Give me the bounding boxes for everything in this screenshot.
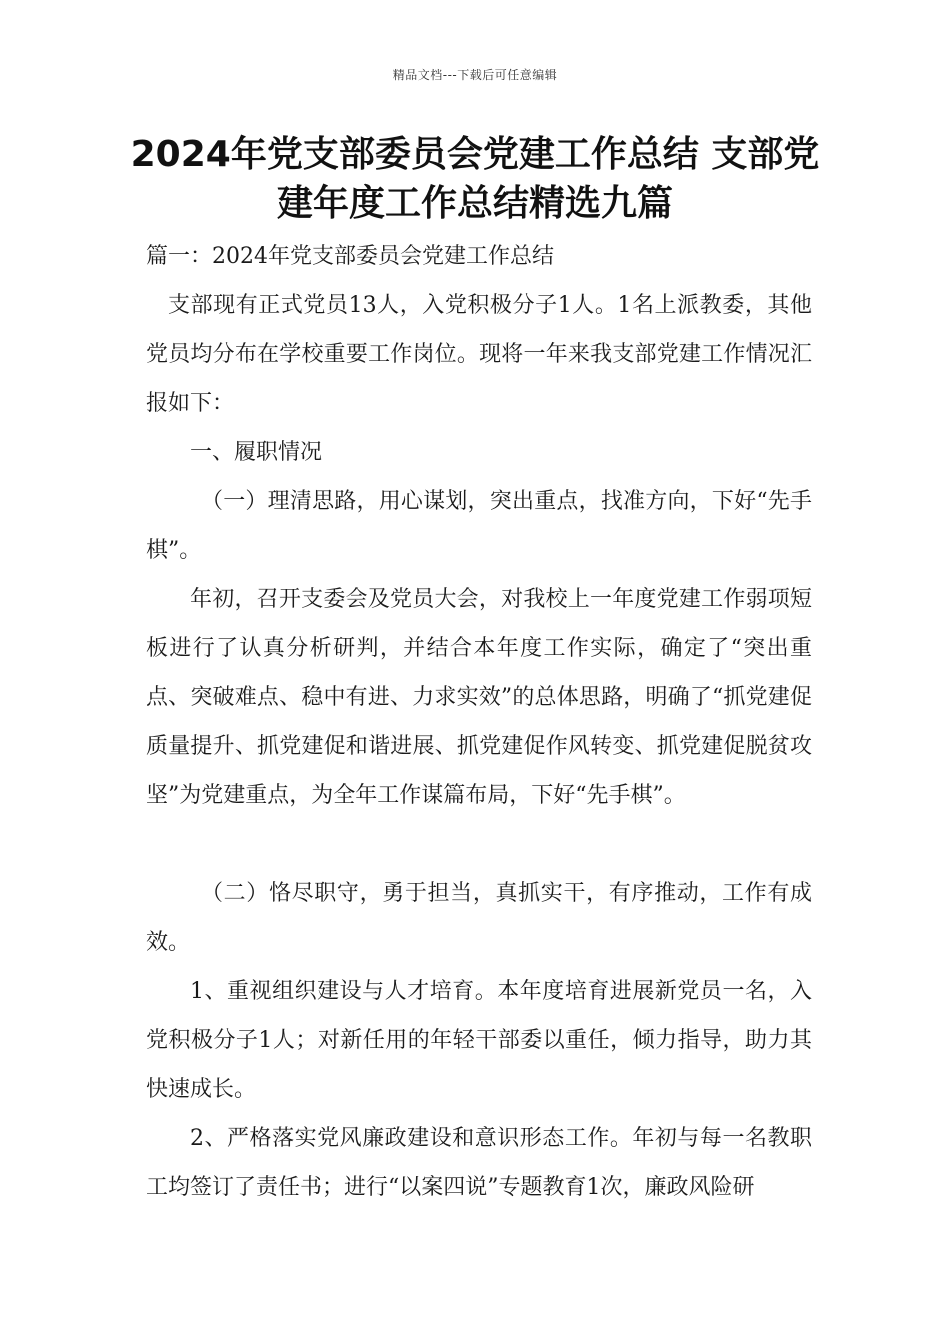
paragraph-organization-building: 1、重视组织建设与人才培育。本年度培育进展新党员一名，入党积极分子1人；对新任用的年轻干部委以重任，倾力指导，助力其快速成长。 <box>146 979 812 1102</box>
heading-level-2-second: （二）恪尽职守，勇于担当，真抓实干，有序推动，工作有成效。 <box>146 881 812 955</box>
paragraph-intro: 支部现有正式党员13人，入党积极分子1人。1名上派教委，其他党员均分布在学校重要工作岗位。现将一年来我支部党建工作情况汇报如下： <box>146 293 812 416</box>
page-header: 精品文档---下载后可任意编辑 <box>392 68 558 82</box>
paragraph-integrity-work: 2、严格落实党风廉政建设和意识形态工作。年初与每一名教职工均签订了责任书；进行“以案四说”专题教育1次，廉政风险研 <box>146 1126 812 1200</box>
paragraph-beginning-of-year: 年初，召开支委会及党员大会，对我校上一年度党建工作弱项短板进行了认真分析研判，并结合本年度工作实际，确定了“突出重点、突破难点、稳中有进、力求实效”的总体思路，明确了“抓党建促质量提升、抓党建促和谐进展、抓党建促作风转变、抓党建促脱贫攻坚”为党建重点，为全年工作谋篇布局，下好“先手棋”。 <box>146 587 812 808</box>
document-title: 2024年党支部委员会党建工作总结 支部党建年度工作总结精选九篇 <box>130 134 820 224</box>
heading-level-1: 一、履职情况 <box>190 440 323 465</box>
paragraph-gap <box>146 820 812 869</box>
document-body <box>146 232 812 1212</box>
section-heading: 篇一：2024年党支部委员会党建工作总结 <box>146 244 554 269</box>
heading-level-2-first: （一）理清思路，用心谋划，突出重点，找准方向，下好“先手棋”。 <box>146 489 812 563</box>
